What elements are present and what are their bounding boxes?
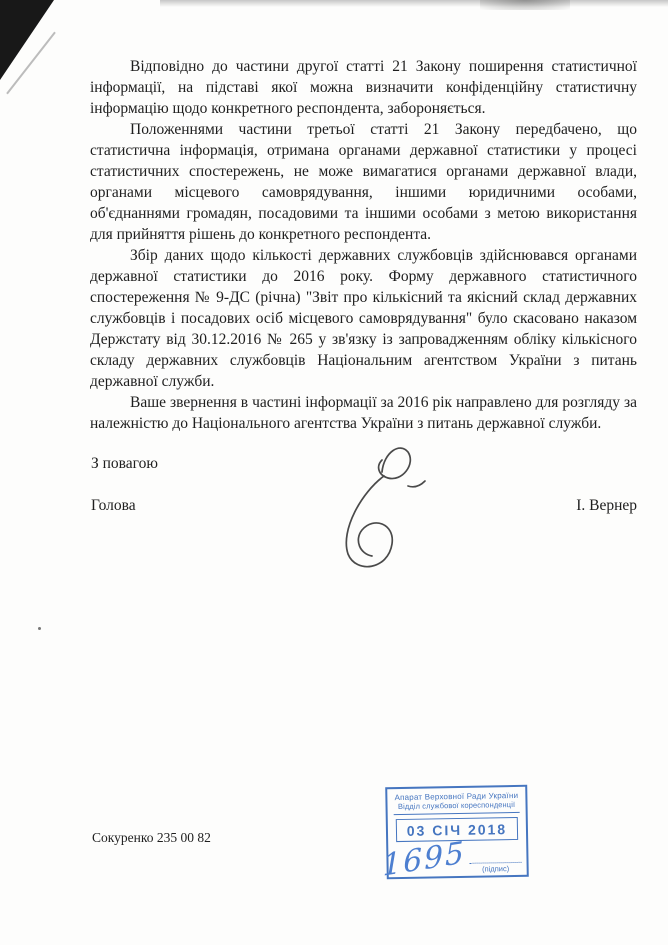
stamp-handwritten-number: 1695 bbox=[382, 835, 467, 884]
signer-title: Голова bbox=[91, 497, 136, 514]
stamp-dept-line: Відділ службової кореспонденції bbox=[397, 799, 516, 812]
signature-stroke bbox=[408, 481, 425, 487]
stamp-signature-area bbox=[469, 856, 521, 874]
stamp-date: 03 СІЧ 2018 bbox=[396, 817, 518, 842]
stamp-org-line: Апарат Верховної Ради України bbox=[394, 790, 519, 803]
signature-stroke bbox=[379, 448, 411, 478]
stamp-signature-line bbox=[469, 856, 521, 864]
scan-edge-shadow bbox=[160, 0, 668, 7]
scan-speck-artifact bbox=[38, 627, 41, 630]
letter-paragraph: Ваше звернення в частині інформації за 2016 рік направлено для розгляду за належністю до Національного агентства України з питань державної служби. bbox=[90, 394, 637, 432]
stamp-divider bbox=[394, 812, 520, 815]
closing-salutation: З повагою bbox=[91, 455, 158, 472]
signature-stroke bbox=[346, 476, 392, 567]
footer-contact: Сокуренко 235 00 82 bbox=[92, 830, 211, 845]
signer-name: І. Вернер bbox=[576, 497, 637, 514]
letter-paragraph: Положеннями частини третьої статті 21 Закону передбачено, що статистична інформація, отримана органами державної статистики у процесі статистичних спостережень, не може вимагатися органами державної влади, органами місцевого самоврядування, іншими юридичними особами, об'єднаннями громадян, посадовими та іншими особами з метою використання для прийняття рішень до конкретного респондента. bbox=[90, 121, 637, 243]
signer-row bbox=[91, 497, 637, 515]
scan-smudge-artifact bbox=[480, 0, 570, 10]
stamp-signature-caption: (підпис) bbox=[482, 864, 510, 874]
letter-body bbox=[90, 56, 637, 434]
letter-paragraph: Відповідно до частини другої статті 21 Закону поширення статистичної інформації, на підставі якої можна визначити конфіденційну статистичну інформацію щодо конкретного респондента, забороняється. bbox=[90, 58, 637, 117]
letter-paragraph: Збір даних щодо кількості державних службовців здійснювався органами державної статистики до 2016 року. Форму державного статистичного спостереження № 9-ДС (річна) "Звіт про кількісний та якісний склад державних службовців і посадових осіб місцевого самоврядування" було скасовано наказом Держстату від 30.12.2016 № 265 у зв'язку із запровадженням обліку кількісного складу державних службовців Національним агентством України з питань державної служби. bbox=[90, 247, 637, 390]
